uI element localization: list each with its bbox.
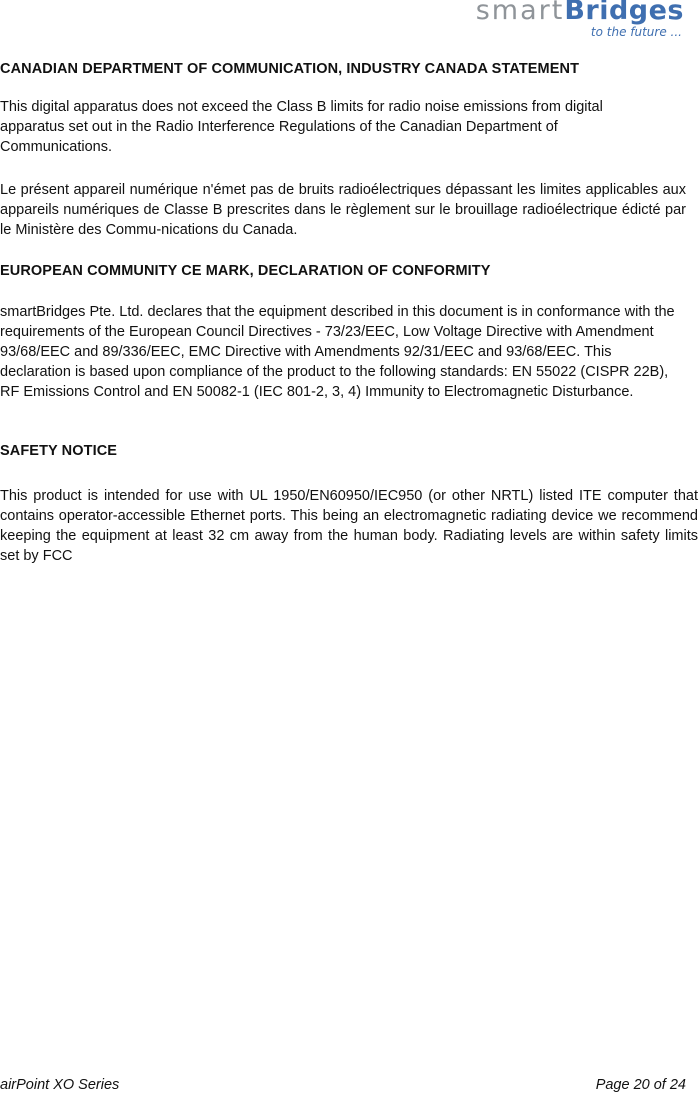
paragraph-safety-notice: This product is intended for use with UL 1950/EN60950/IEC950 (or other NRTL) listed ITE computer that contains operator-accessible Ethernet ports. This being an electromagnetic radiating device we recommend keeping the equipment at least 32 cm away from the human body. Radiating levels are within safety limits set by FCC bbox=[0, 488, 698, 564]
logo-tagline: to the future ... bbox=[590, 25, 682, 39]
paragraph-canada-english: This digital apparatus does not exceed the Class B limits for radio noise emissions from digital apparatus set out in the Radio Interference Regulations of the Canadian Department of Communications. bbox=[0, 99, 603, 155]
paragraph-ce-declaration: smartBridges Pte. Ltd. declares that the equipment described in this document is in conformance with the requirements of the European Council Directives - 73/23/EEC, Low Voltage Directive with Amendment 93/68/EEC and 89/336/EEC, EMC Directive with Amendments 92/31/EEC and 93/68/EEC. This declaration is based upon compliance of the product to the following standards: EN 55022 (CISPR 22B), RF Emissions Control and EN 50082-1 (IEC 801-2, 3, 4) Immunity to Electromagnetic Disturbance. bbox=[0, 304, 675, 400]
footer-page-number: Page 20 of 24 bbox=[595, 1077, 686, 1093]
logo-smart-text: smart bbox=[475, 0, 565, 26]
section-heading-ce-mark: EUROPEAN COMMUNITY CE MARK, DECLARATION OF CONFORMITY bbox=[0, 263, 491, 279]
logo-wordmark bbox=[464, 0, 684, 25]
paragraph-canada-french: Le présent appareil numérique n'émet pas de bruits radioélectriques dépassant les limites applicables aux appareils numériques de Classe B prescrites dans le règlement sur le brouillage radioélectrique édicté par le Ministère des Commu-nications du Canada. bbox=[0, 182, 686, 238]
footer-series-name: airPoint XO Series bbox=[0, 1077, 120, 1093]
section-heading-canada: CANADIAN DEPARTMENT OF COMMUNICATION, INDUSTRY CANADA STATEMENT bbox=[0, 61, 580, 77]
smartbridges-logo bbox=[464, 0, 684, 46]
section-heading-safety: SAFETY NOTICE bbox=[0, 443, 118, 459]
logo-bridges-text: Bridges bbox=[564, 0, 684, 26]
